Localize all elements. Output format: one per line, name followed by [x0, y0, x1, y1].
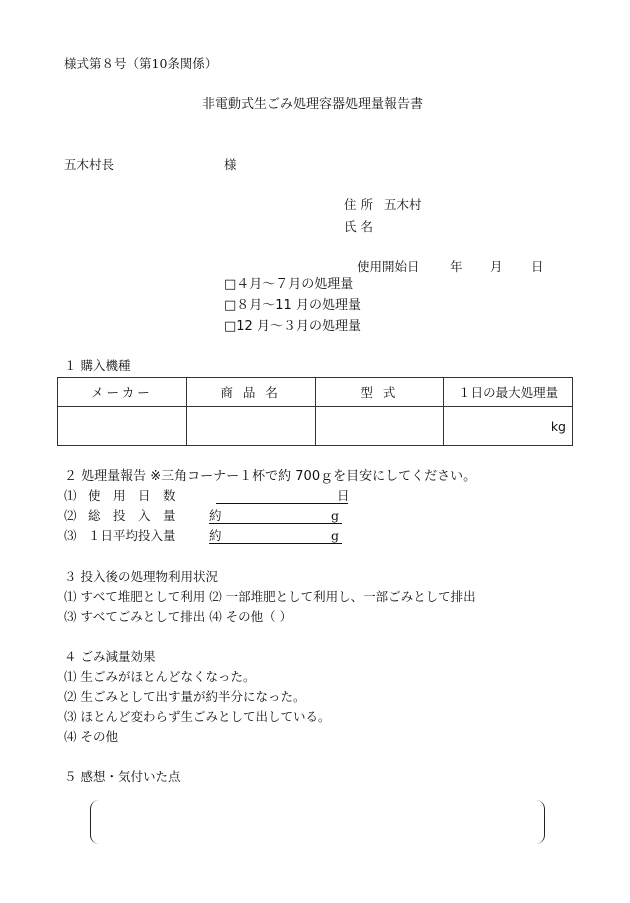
effect-option-3[interactable]: ⑶ ほとんど変わらず生ごみとして出している。 [64, 709, 331, 724]
item-days-num: ⑴ [64, 488, 77, 503]
period-option-apr-jul[interactable]: □４月～７月の処理量 [224, 277, 354, 292]
form-number: 様式第８号（第10条関係） [64, 56, 218, 71]
table-row [58, 407, 573, 446]
item-total-unit: g [331, 508, 340, 523]
max-capacity-cell[interactable] [444, 407, 573, 446]
item-days-unit: 日 [337, 488, 350, 503]
comment-bracket-left [90, 800, 99, 844]
start-date-month: 月 [490, 259, 503, 274]
item-total-label: 総 投 入 量 [88, 508, 176, 523]
unit-kg: kg [550, 418, 566, 434]
addressee-honorific: 様 [224, 157, 237, 172]
usage-options-line1[interactable]: ⑴ すべて堆肥として利用 ⑵ 一部堆肥として利用し、一部ごみとして排出 [64, 589, 476, 604]
total-underline[interactable] [209, 523, 342, 524]
address-value: 五木村 [384, 197, 422, 212]
address-label: 住 所 [344, 197, 373, 212]
column-product-name: 商 品 名 [186, 378, 315, 407]
column-max-capacity: １日の最大処理量 [444, 378, 573, 407]
average-underline[interactable] [209, 543, 342, 544]
section5-heading: ５ 感想・気付いた点 [64, 769, 181, 784]
effect-option-1[interactable]: ⑴ 生ごみがほとんどなくなった。 [64, 669, 256, 684]
item-average-label: １日平均投入量 [88, 528, 176, 543]
column-model: 型 式 [315, 378, 444, 407]
effect-option-2[interactable]: ⑵ 生ごみとして出す量が約半分になった。 [64, 689, 306, 704]
comment-bracket-right [536, 800, 545, 844]
section1-heading: １ 購入機種 [64, 358, 131, 373]
period-option-dec-mar[interactable]: □12 月～３月の処理量 [224, 319, 361, 334]
item-days-label: 使 用 日 数 [88, 488, 176, 503]
item-average-unit: g [331, 528, 340, 543]
section3-heading: ３ 投入後の処理物利用状況 [64, 569, 218, 584]
period-option-aug-nov[interactable]: □８月～11 月の処理量 [224, 298, 361, 313]
start-date-label: 使用開始日 [357, 259, 420, 274]
section4-heading: ４ ごみ減量効果 [64, 649, 156, 664]
days-underline[interactable] [216, 503, 348, 504]
document-title: 非電動式生ごみ処理容器処理量報告書 [202, 97, 424, 112]
model-cell[interactable] [315, 407, 444, 446]
product-name-cell[interactable] [186, 407, 315, 446]
item-average-prefix: 約 [209, 528, 222, 543]
start-date-day: 日 [531, 259, 544, 274]
table-header-row [58, 378, 573, 407]
addressee-name: 五木村長 [64, 157, 115, 172]
usage-options-line2[interactable]: ⑶ すべてごみとして排出 ⑷ その他（ ） [64, 609, 293, 624]
maker-cell[interactable] [58, 407, 187, 446]
item-total-prefix: 約 [209, 508, 222, 523]
purchase-model-table [57, 377, 573, 446]
effect-option-4[interactable]: ⑷ その他 [64, 729, 118, 744]
start-date-year: 年 [450, 259, 463, 274]
name-label: 氏 名 [344, 219, 373, 234]
comment-field[interactable] [100, 802, 532, 842]
column-maker: メーカー [58, 378, 187, 407]
section2-heading: ２ 処理量報告 ※三角コーナー１杯で約 700ｇを目安にしてください。 [64, 469, 477, 484]
item-average-num: ⑶ [64, 528, 77, 543]
item-total-num: ⑵ [64, 508, 77, 523]
